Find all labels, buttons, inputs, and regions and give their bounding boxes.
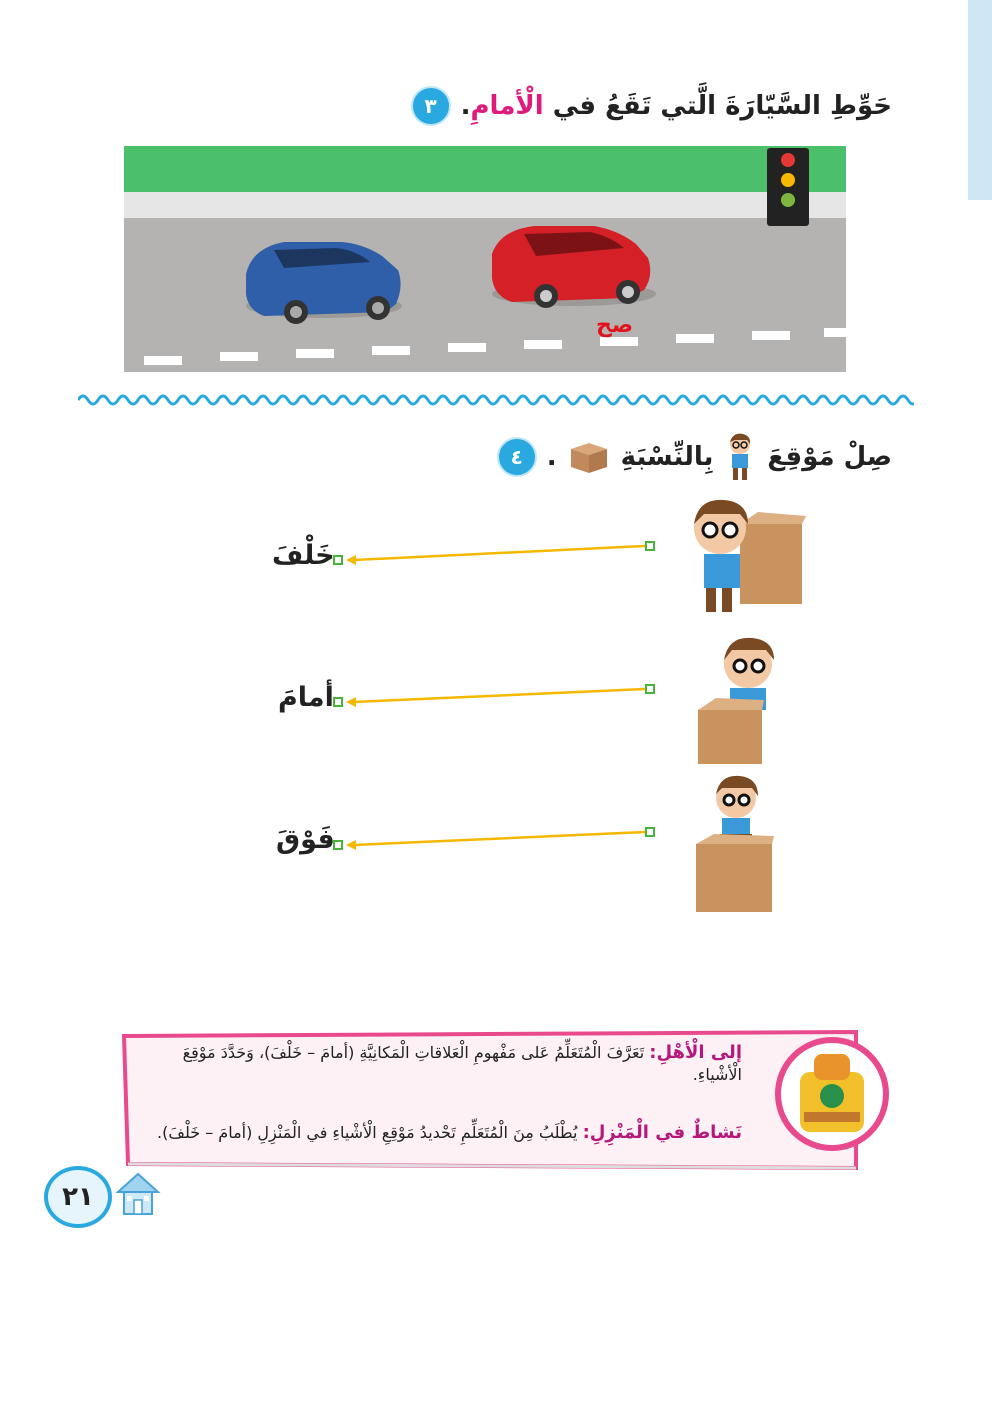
parents-note-line1: إلى الْأهْلِ: تَعَرَّفَ الْمُتَعَلِّمُ عَلى مَفْهومِ الْعَلاقاتِ الْمَكانِيَّةِ (أمامَ – خَلْفَ)، وَحَدَّدَ مَوْقِعَ الْأشْياءِ. bbox=[182, 1042, 742, 1084]
house-icon bbox=[114, 1170, 162, 1216]
option-front: أمامَ bbox=[278, 682, 334, 713]
boy-icon bbox=[723, 432, 757, 482]
road-scene bbox=[124, 146, 846, 372]
boy-on-box-image bbox=[694, 772, 776, 914]
match-dot-end-2[interactable] bbox=[333, 697, 343, 707]
question4-number: ٤ bbox=[497, 437, 537, 477]
answer-mark: صح bbox=[596, 313, 634, 338]
backpack-icon bbox=[774, 1032, 890, 1156]
page-number: ٢١ bbox=[44, 1166, 112, 1228]
question3-text: حَوِّطِ السَّيّارَةَ الَّتي تَقَعُ في الْأمامِ. bbox=[460, 91, 892, 121]
wave-divider bbox=[78, 390, 914, 410]
option-on-top: فَوْقَ bbox=[276, 824, 335, 855]
parents-note-line2: نَشاطٌ في الْمَنْزِلِ: يُطْلَبُ مِنَ الْمُتَعَلِّمِ تَحْديدُ مَوْقِعِ الْأشْياءِ في الْمَنْزِلِ (أمامَ – خَلْفَ). bbox=[157, 1122, 742, 1143]
question3-number: ٣ bbox=[411, 86, 451, 126]
boy-behind-box-image bbox=[690, 494, 806, 616]
boy-front-box-image bbox=[696, 630, 786, 766]
parents-note-box bbox=[122, 1030, 862, 1170]
question4-header bbox=[497, 432, 892, 482]
match-line-3 bbox=[340, 826, 650, 856]
question3-header bbox=[411, 86, 892, 126]
blue-car bbox=[246, 242, 402, 324]
traffic-light-icon bbox=[767, 148, 809, 226]
match-line-1 bbox=[340, 540, 650, 570]
side-tab bbox=[968, 0, 992, 200]
option-behind: خَلْفَ bbox=[272, 540, 335, 571]
box-icon bbox=[567, 439, 611, 475]
match-line-2 bbox=[340, 683, 650, 713]
question4-text: صِلْ مَوْقِعَ بِالنِّسْبَةِ . bbox=[547, 432, 892, 482]
